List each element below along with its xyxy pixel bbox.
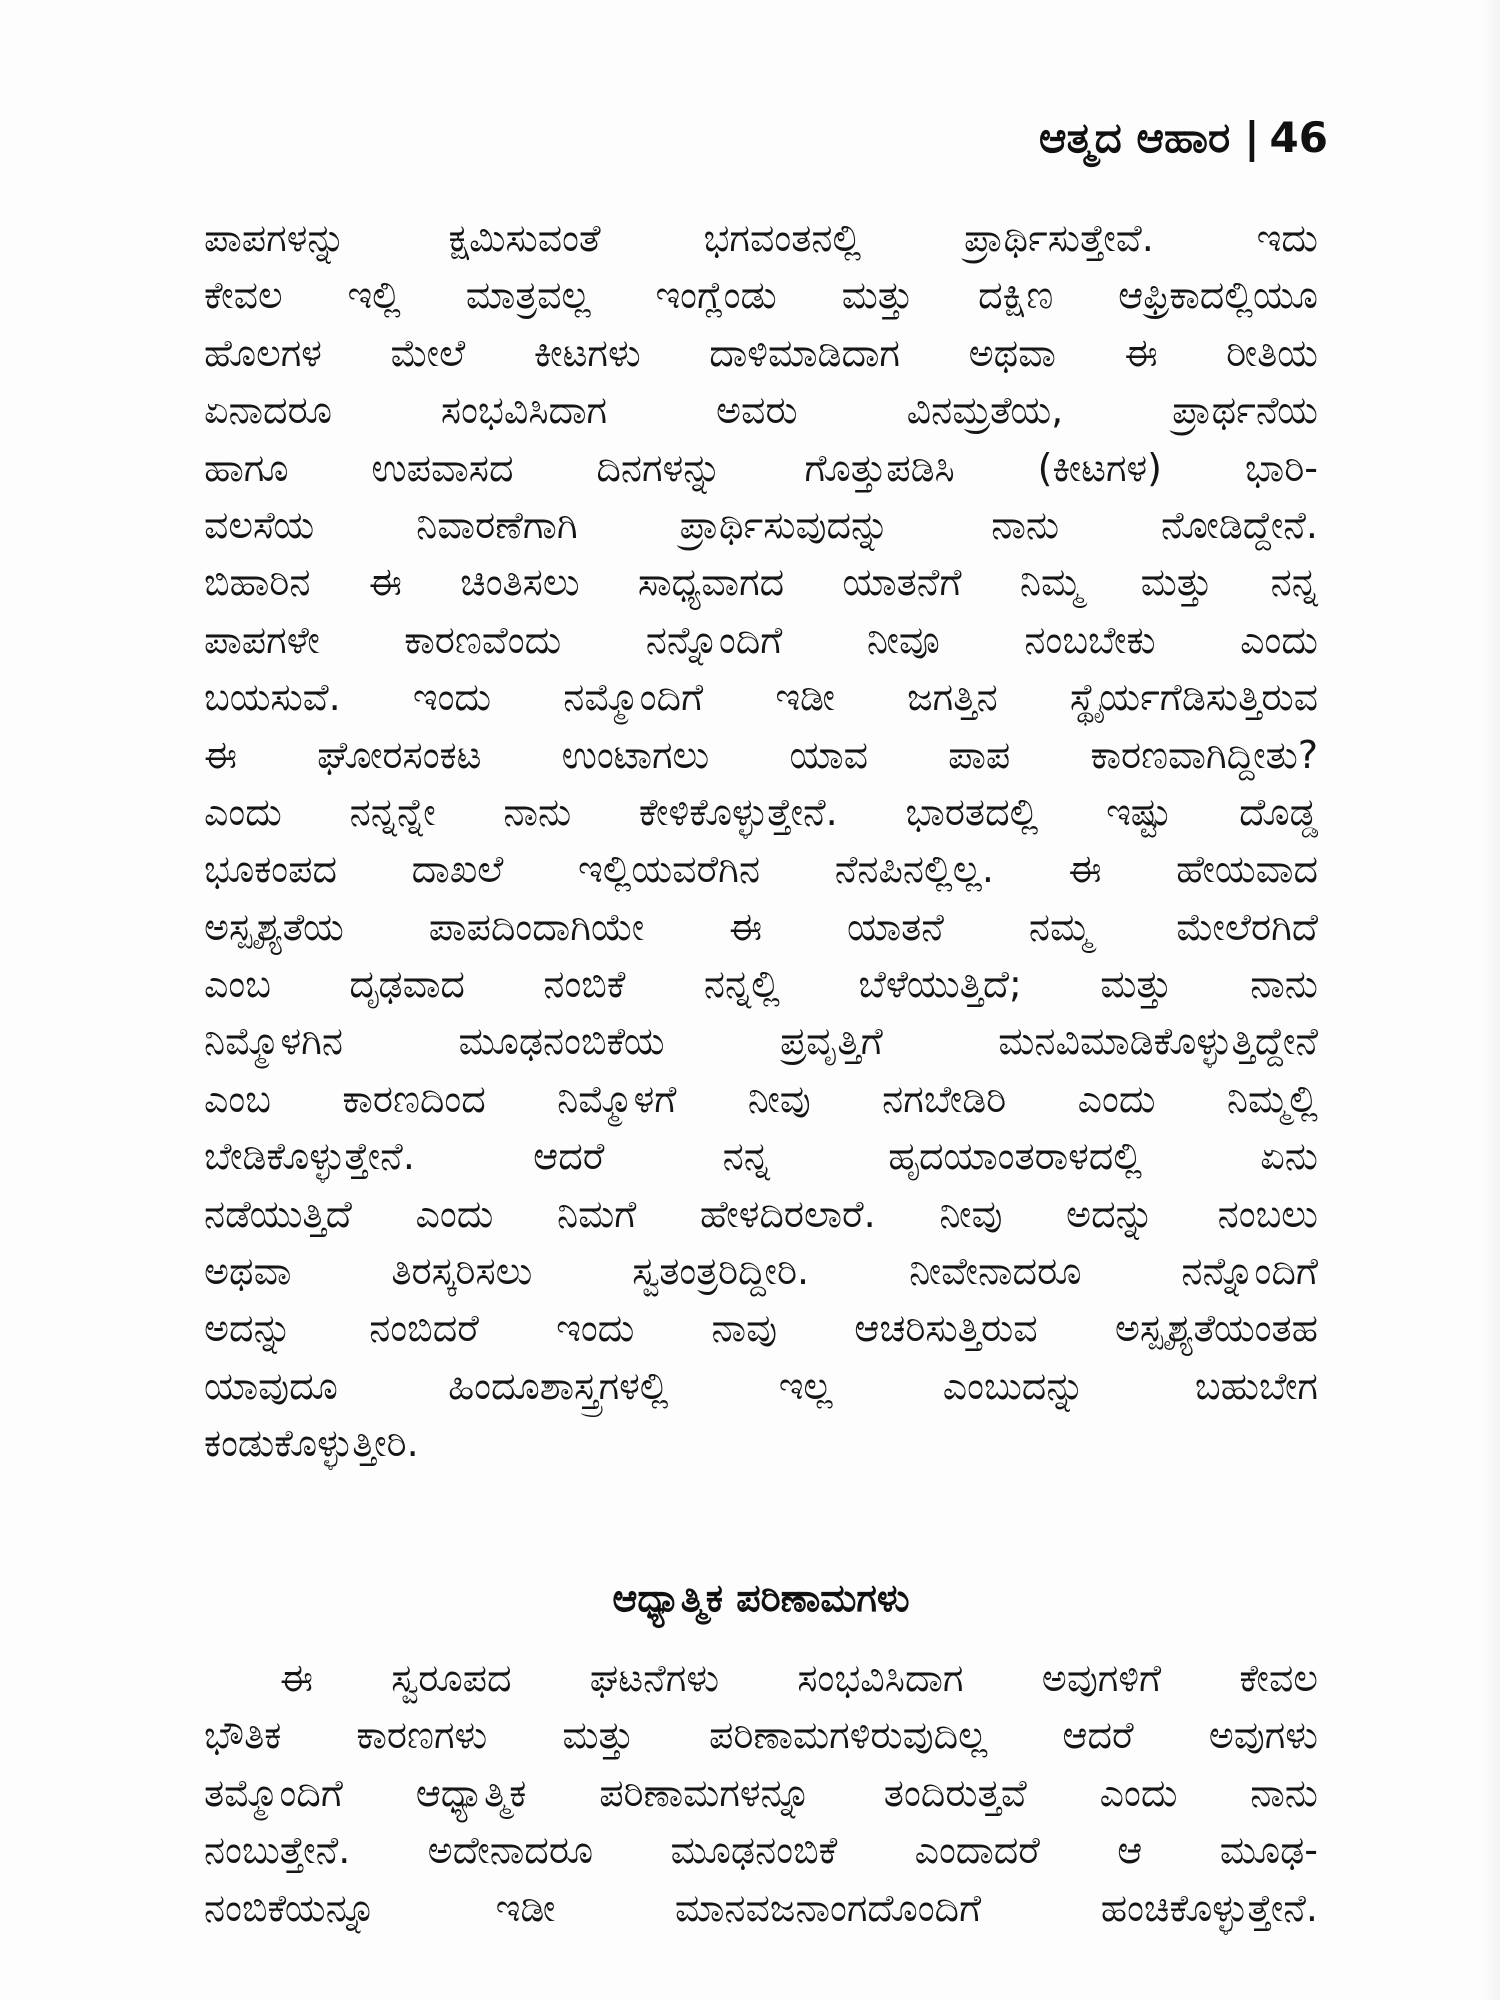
text-line-last: ಕಂಡುಕೊಳ್ಳುತ್ತೀರಿ. [204,1421,419,1466]
header-separator: | [1244,113,1260,162]
paragraph-2 [204,1650,1318,1937]
text-line: ಏನಾದರೂ ಸಂಭವಿಸಿದಾಗ ಅವರು ವಿನಮ್ರತೆಯ, ಪ್ರಾರ್ಥನೆಯ [204,388,1318,433]
page-edge-shadow [1482,0,1500,2000]
text-line: ಭೌತಿಕ ಕಾರಣಗಳು ಮತ್ತು ಪರಿಣಾಮಗಳಿರುವುದಿಲ್ಲ ಆದರೆ ಅವುಗಳು [204,1713,1318,1758]
text-line: ಯಾವುದೂ ಹಿಂದೂಶಾಸ್ತ್ರಗಳಲ್ಲಿ ಇಲ್ಲ ಎಂಬುದನ್ನು ಬಹುಬೇಗ [204,1363,1318,1408]
book-title: ಆತ್ಮದ ಆಹಾರ [1038,113,1231,162]
text-line: ನಂಬಿಕೆಯನ್ನೂ ಇಡೀ ಮಾನವಜನಾಂಗದೊಂದಿಗೆ ಹಂಚಿಕೊಳ್ಳುತ್ತೇನೆ. [204,1885,1318,1930]
text-line: ನಿಮ್ಮೊಳಗಿನ ಮೂಢನಂಬಿಕೆಯ ಪ್ರವೃತ್ತಿಗೆ ಮನವಿಮಾಡಿಕೊಳ್ಳುತ್ತಿದ್ದೇನೆ [204,1019,1318,1064]
text-line: ಪಾಪಗಳೇ ಕಾರಣವೆಂದು ನನ್ನೊಂದಿಗೆ ನೀವೂ ನಂಬಬೇಕು ಎಂದು [204,617,1318,662]
text-line: ಪಾಪಗಳನ್ನು ಕ್ಷಮಿಸುವಂತೆ ಭಗವಂತನಲ್ಲಿ ಪ್ರಾರ್ಥಿಸುತ್ತೇವೆ. ಇದು [204,216,1318,260]
text-line: ಅಸ್ಪೃಶ್ಯತೆಯ ಪಾಪದಿಂದಾಗಿಯೇ ಈ ಯಾತನೆ ನಮ್ಮ ಮೇಲೆರಗಿದೆ [204,904,1318,949]
text-line: ನಡೆಯುತ್ತಿದೆ ಎಂದು ನಿಮಗೆ ಹೇಳದಿರಲಾರೆ. ನೀವು ಅದನ್ನು ನಂಬಲು [204,1191,1318,1236]
text-line: ಎಂಬ ಕಾರಣದಿಂದ ನಿಮ್ಮೊಳಗೆ ನೀವು ನಗಬೇಡಿರಿ ಎಂದು ನಿಮ್ಮಲ್ಲಿ [204,1076,1318,1121]
section-heading: ಆಧ್ಯಾತ್ಮಿಕ ಪರಿಣಾಮಗಳು [612,1576,910,1620]
text-line: ಕೇವಲ ಇಲ್ಲಿ ಮಾತ್ರವಲ್ಲ ಇಂಗ್ಲೆಂಡು ಮತ್ತು ದಕ್ಷಿಣ ಆಫ್ರಿಕಾದಲ್ಲಿಯೂ [204,273,1318,318]
text-line: ಈ ಘೋರಸಂಕಟ ಉಂಟಾಗಲು ಯಾವ ಪಾಪ ಕಾರಣವಾಗಿದ್ದೀತು? [204,732,1318,777]
text-line: ಅದನ್ನು ನಂಬಿದರೆ ಇಂದು ನಾವು ಆಚರಿಸುತ್ತಿರುವ ಅಸ್ಪೃಶ್ಯತೆಯಂತಹ [204,1306,1318,1351]
text-line: ಎಂದು ನನ್ನನ್ನೇ ನಾನು ಕೇಳಿಕೊಳ್ಳುತ್ತೇನೆ. ಭಾರತದಲ್ಲಿ ಇಷ್ಟು ದೊಡ್ಡ [204,789,1318,834]
paragraph-1 [204,210,1318,1473]
text-line: ಅಥವಾ ತಿರಸ್ಕರಿಸಲು ಸ್ವತಂತ್ರರಿದ್ದೀರಿ. ನೀವೇನಾದರೂ ನನ್ನೊಂದಿಗೆ [204,1249,1318,1294]
text-line: ಬಿಹಾರಿನ ಈ ಚಿಂತಿಸಲು ಸಾಧ್ಯವಾಗದ ಯಾತನೆಗೆ ನಿಮ್ಮ ಮತ್ತು ನನ್ನ [204,560,1318,605]
text-line: ಬೇಡಿಕೊಳ್ಳುತ್ತೇನೆ. ಆದರೆ ನನ್ನ ಹೃದಯಾಂತರಾಳದಲ್ಲಿ ಏನು [204,1134,1318,1179]
text-line: ಬಯಸುವೆ. ಇಂದು ನಮ್ಮೊಂದಿಗೆ ಇಡೀ ಜಗತ್ತಿನ ಸ್ಥೈರ್ಯಗೆಡಿಸುತ್ತಿರುವ [204,675,1318,720]
text-line: ಎಂಬ ದೃಢವಾದ ನಂಬಿಕೆ ನನ್ನಲ್ಲಿ ಬೆಳೆಯುತ್ತಿದೆ; ಮತ್ತು ನಾನು [204,962,1318,1007]
text-line: ಭೂಕಂಪದ ದಾಖಲೆ ಇಲ್ಲಿಯವರೆಗಿನ ನೆನಪಿನಲ್ಲಿಲ್ಲ. ಈ ಹೇಯವಾದ [204,847,1318,892]
text-line: ನಂಬುತ್ತೇನೆ. ಅದೇನಾದರೂ ಮೂಢನಂಬಿಕೆ ಎಂದಾದರೆ ಆ ಮೂಢ- [204,1828,1318,1873]
running-header [1039,112,1328,164]
text-line: ವಲಸೆಯ ನಿವಾರಣೆಗಾಗಿ ಪ್ರಾರ್ಥಿಸುವುದನ್ನು ನಾನು ನೋಡಿದ್ದೇನೆ. [204,502,1318,547]
text-line: ಹಾಗೂ ಉಪವಾಸದ ದಿನಗಳನ್ನು ಗೊತ್ತುಪಡಿಸಿ (ಕೀಟಗಳ) ಭಾರಿ- [204,445,1318,490]
text-line: ಹೊಲಗಳ ಮೇಲೆ ಕೀಟಗಳು ದಾಳಿಮಾಡಿದಾಗ ಅಥವಾ ಈ ರೀತಿಯ [204,330,1318,375]
page-number: 46 [1269,113,1328,162]
text-line-indented: ಈ ಸ್ವರೂಪದ ಘಟನೆಗಳು ಸಂಭವಿಸಿದಾಗ ಅವುಗಳಿಗೆ ಕೇವಲ [280,1656,1318,1700]
text-line: ತಮ್ಮೊಂದಿಗೆ ಆಧ್ಯಾತ್ಮಿಕ ಪರಿಣಾಮಗಳನ್ನೂ ತಂದಿರುತ್ತವೆ ಎಂದು ನಾನು [204,1770,1318,1815]
